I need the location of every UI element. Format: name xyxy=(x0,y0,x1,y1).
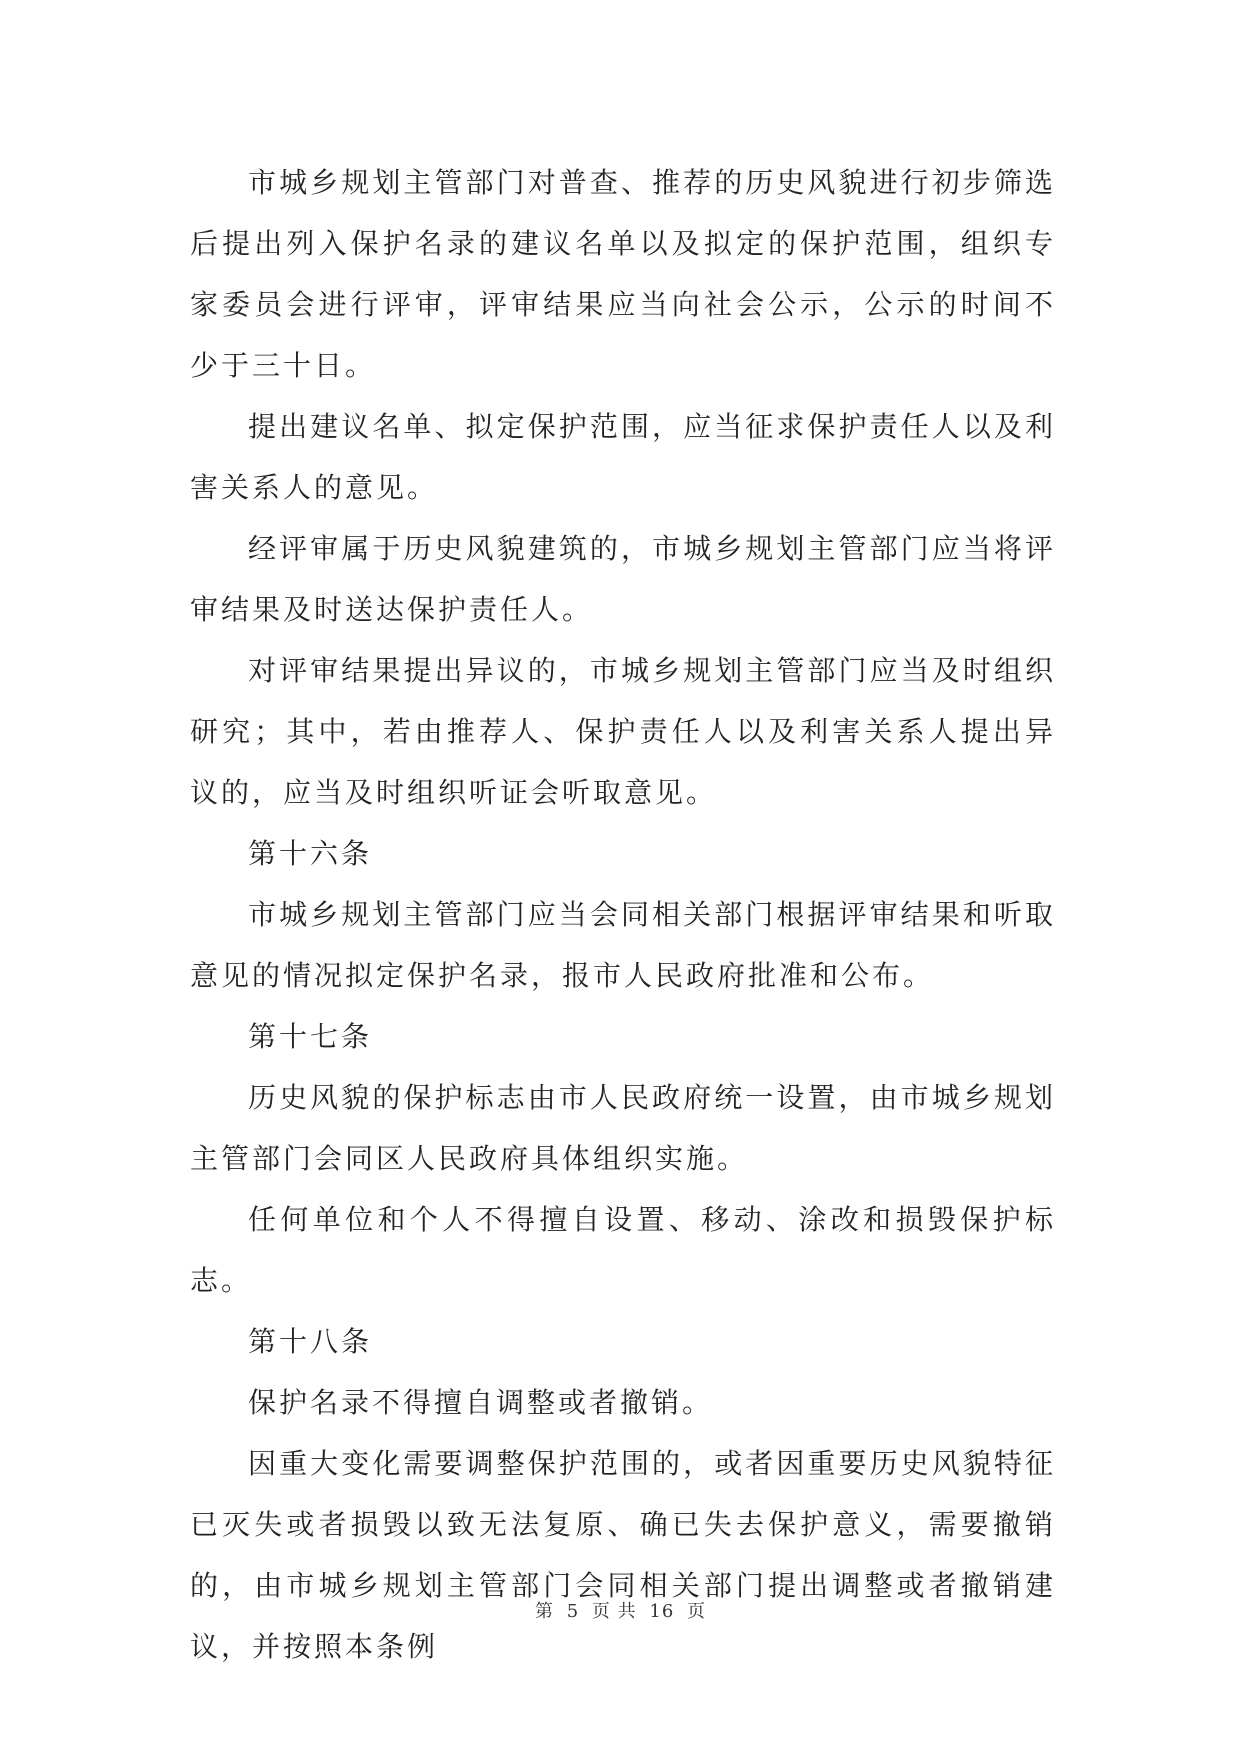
article-heading-17: 第十七条 xyxy=(248,1020,373,1053)
paragraph-protection-signs: 历史风貌的保护标志由市人民政府统一设置，由市城乡规划主管部门会同区人民政府具体组织实施。 xyxy=(190,1081,1056,1175)
paragraph-solicit-opinions: 提出建议名单、拟定保护范围，应当征求保护责任人以及利害关系人的意见。 xyxy=(190,410,1056,504)
paragraph-adjust-or-revoke: 因重大变化需要调整保护范围的，或者因重要历史风貌特征已灭失或者损毁以致无法复原、确已失去保护意义，需要撤销的，由市城乡规划主管部门会同相关部门提出调整或者撤销建议，并按照本条例 xyxy=(190,1447,1056,1663)
footer-mid: 页 共 xyxy=(591,1601,637,1622)
article-heading-16: 第十六条 xyxy=(248,837,373,870)
total-page-count: 16 xyxy=(649,1601,675,1622)
document-body xyxy=(190,152,1056,1677)
page-footer xyxy=(0,1600,1241,1624)
paragraph-notify-result: 经评审属于历史风貌建筑的，市城乡规划主管部门应当将评审结果及时送达保护责任人。 xyxy=(190,532,1056,626)
paragraph-draft-list: 市城乡规划主管部门应当会同相关部门根据评审结果和听取意见的情况拟定保护名录，报市人民政府批准和公布。 xyxy=(190,898,1056,992)
paragraph-objection-handling: 对评审结果提出异议的，市城乡规划主管部门应当及时组织研究；其中，若由推荐人、保护责任人以及利害关系人提出异议的，应当及时组织听证会听取意见。 xyxy=(190,654,1056,809)
paragraph-list-adjustment: 保护名录不得擅自调整或者撤销。 xyxy=(248,1386,714,1419)
footer-suffix: 页 xyxy=(687,1601,707,1622)
footer-prefix: 第 xyxy=(534,1601,554,1622)
current-page-number: 5 xyxy=(566,1601,580,1622)
article-heading-18: 第十八条 xyxy=(248,1325,373,1358)
paragraph-review-procedure: 市城乡规划主管部门对普查、推荐的历史风貌进行初步筛选后提出列入保护名录的建议名单以及拟定的保护范围，组织专家委员会进行评审，评审结果应当向社会公示，公示的时间不少于三十日。 xyxy=(190,166,1056,382)
paragraph-sign-prohibition: 任何单位和个人不得擅自设置、移动、涂改和损毁保护标志。 xyxy=(190,1203,1056,1297)
